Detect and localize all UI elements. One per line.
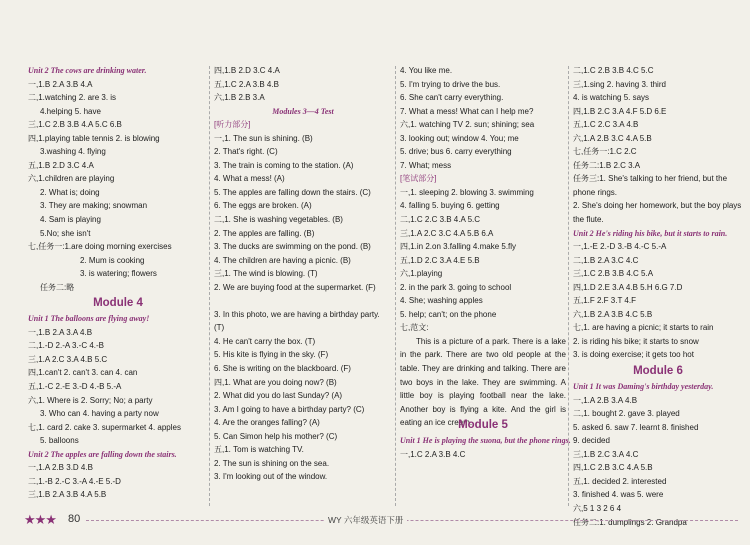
- answer-line: 2. in the park 3. going to school: [400, 282, 512, 292]
- answer-line: 六,1.children are playing: [28, 174, 115, 184]
- answer-line: 3. finished 4. was 5. were: [573, 490, 664, 500]
- answer-line: 一,1.-E 2.-D 3.-B 4.-C 5.-A: [573, 242, 667, 252]
- answer-line: 3. The ducks are swimming on the pond. (B): [214, 242, 371, 252]
- unit-heading: Unit 1 The balloons are flying away!: [28, 314, 150, 324]
- page-footer: [24, 510, 744, 532]
- answer-line: 二,1.C 2.C 3.B 4.A 5.C: [400, 215, 481, 225]
- answer-line: 3. They are making; snowman: [40, 201, 148, 211]
- answer-line: 七,任务一:1.are doing morning exercises: [28, 242, 172, 252]
- answer-line: 4. You like me.: [400, 66, 453, 75]
- answer-line: 七,1. are having a picnic; it starts to rain: [573, 323, 714, 333]
- answer-line: 4. The children are having a picnic. (B): [214, 255, 351, 265]
- answer-line: 5. I'm trying to drive the bus.: [400, 79, 501, 89]
- answer-line: 5. drive; bus 6. carry everything: [400, 147, 512, 157]
- column-4: [573, 64, 743, 529]
- answer-line: 5. help; can't; on the phone: [400, 309, 497, 319]
- unit-heading: Unit 1 It was Daming's birthday yesterday.: [573, 382, 714, 392]
- answer-line: 五,1.D 2.C 3.A 4.E 5.B: [400, 255, 480, 265]
- answer-line: 二,1.watching 2. are 3. is: [28, 93, 117, 103]
- answer-line: 任务三:1. She's talking to her friend, but the phone rings.: [573, 174, 728, 197]
- answer-line: 2. We are buying food at the supermarket. (F): [214, 282, 376, 292]
- page-number: 80: [68, 513, 81, 525]
- answer-line: 7. What a mess! What can I help me?: [400, 106, 534, 116]
- answer-line: 4.helping 5. have: [40, 106, 101, 116]
- answer-line: 三,1.sing 2. having 3. third: [573, 79, 666, 89]
- answer-line: 二,1.C 2.B 3.B 4.C 5.C: [573, 66, 654, 75]
- answer-line: 一,1.A 2.B 3.D 4.B: [28, 463, 93, 473]
- answer-line: 七,1. card 2. cake 3. supermarket 4. apples: [28, 422, 181, 432]
- answer-line: 4. is watching 5. says: [573, 93, 650, 103]
- answer-line: 2. What is; doing: [40, 187, 100, 197]
- answer-line: 7. What; mess: [400, 160, 452, 170]
- column-divider: [568, 66, 569, 506]
- module-heading: Module 4: [93, 297, 143, 310]
- answer-line: 3. I'm looking out of the window.: [214, 472, 328, 482]
- answer-line: 六,1.B 2.B 3.A: [214, 93, 265, 103]
- answer-line: 4. He can't carry the box. (T): [214, 336, 316, 346]
- answer-line: 二,1.B 2.A 3.C 4.C: [573, 255, 639, 265]
- answer-line: 6. The eggs are broken. (A): [214, 201, 312, 211]
- book-title: WY 六年级英语下册: [324, 514, 407, 526]
- answer-line: 二,1. bought 2. gave 3. played: [573, 409, 680, 419]
- unit-heading: Unit 2 The apples are falling down the stairs.: [28, 449, 177, 459]
- answer-line: 6. She can't carry everything.: [400, 93, 504, 103]
- answer-line: 七,任务一:1.C 2.C: [573, 147, 637, 157]
- answer-line: 2. is riding his bike; it starts to snow: [573, 336, 699, 346]
- answer-line: 一,1.B 2.A 3.A 4.B: [28, 327, 93, 337]
- answer-line: 3. Am I going to have a birthday party? (C): [214, 404, 365, 414]
- answer-line: 3. is watering; flowers: [80, 269, 157, 279]
- answer-line: 二,1. She is washing vegetables. (B): [214, 215, 343, 225]
- answer-line: 任务二:略: [40, 282, 75, 292]
- answer-line: 4. What a mess! (A): [214, 174, 285, 184]
- answer-line: 一,1.A 2.B 3.A 4.B: [573, 395, 638, 405]
- answer-line: 2. Mum is cooking: [80, 255, 145, 265]
- answer-line: 五,1.F 2.F 3.T 4.F: [573, 296, 636, 306]
- answer-line: 4. falling 5. buying 6. getting: [400, 201, 500, 211]
- answer-line: 3. In this photo, we are having a birthday party. (T): [214, 309, 380, 333]
- unit-heading: Unit 1 He is playing the suona, but the phone rings.: [400, 436, 571, 446]
- footer-rule: [86, 520, 738, 521]
- answer-line: 四,1.B 2.C 3.A 4.F 5.D 6.E: [573, 106, 667, 116]
- module-heading: Module 6: [633, 365, 683, 378]
- answer-line: 三,1.C 2.B 3.B 4.C 5.A: [573, 269, 654, 279]
- answer-line: 三,1. The wind is blowing. (T): [214, 269, 318, 279]
- answer-line: 5.No; she isn't: [40, 228, 91, 238]
- answer-line: 四,1.in 2.on 3.falling 4.make 5.fly: [400, 242, 517, 252]
- answer-line: 3. Who can 4. having a party now: [40, 409, 159, 419]
- column-divider: [209, 66, 210, 506]
- answer-line: 4. Sam is playing: [40, 215, 101, 225]
- answer-line: 一,1.B 2.A 3.B 4.A: [28, 79, 93, 89]
- answer-line: 四,1.D 2.E 3.A 4.B 5.H 6.G 7.D: [573, 282, 683, 292]
- answer-line: 5. balloons: [40, 436, 79, 446]
- answer-line: 3. looking out; window 4. You; me: [400, 133, 519, 143]
- answer-line: 一,1.C 2.A 3.B 4.C: [400, 449, 466, 459]
- answer-line: 5. asked 6. saw 7. learnt 8. finished: [573, 422, 699, 432]
- answer-line: 一,1. The sun is shining. (B): [214, 133, 313, 143]
- answer-line: 六,1. watching TV 2. sun; shining; sea: [400, 120, 535, 130]
- answer-line: 七,范文:: [400, 323, 429, 333]
- answer-line: 六,1.playing: [400, 269, 443, 279]
- answer-line: 五,1.B 2.D 3.C 4.A: [28, 160, 94, 170]
- answer-line: 六,5 1 3 2 6 4: [573, 503, 622, 513]
- answer-line: 六,1.A 2.B 3.C 4.A 5.B: [573, 133, 652, 143]
- answer-line: 五,1. Tom is watching TV.: [214, 445, 304, 455]
- answer-line: 五,1.-C 2.-E 3.-D 4.-B 5.-A: [28, 382, 122, 392]
- unit-heading: Unit 2 The cows are drinking water.: [28, 66, 147, 75]
- answer-line: 4. She; washing apples: [400, 296, 483, 306]
- unit-heading: Unit 2 He's riding his bike, but it starts to rain.: [573, 228, 728, 238]
- answer-line: 3. is doing exercise; it gets too hot: [573, 350, 694, 360]
- column-divider: [395, 66, 396, 506]
- answer-line: 2. The apples are falling. (B): [214, 228, 315, 238]
- answer-line: 六,1.B 2.A 3.B 4.C 5.B: [573, 309, 653, 319]
- answer-line: 四,1.C 2.B 3.C 4.A 5.B: [573, 463, 653, 473]
- answer-line: 四,1.B 2.D 3.C 4.A: [214, 66, 280, 75]
- answer-line: 2. What did you do last Sunday? (A): [214, 391, 343, 401]
- answer-line: 二,1.-B 2.-C 3.-A 4.-E 5.-D: [28, 476, 121, 486]
- answer-line: 6. She is writing on the blackboard. (F): [214, 364, 351, 374]
- answer-line: 四,1.playing table tennis 2. is blowing: [28, 133, 160, 143]
- answer-line: 任务二:1.B 2.C 3.A: [573, 160, 641, 170]
- answer-line: 一,1. sleeping 2. blowing 3. swimming: [400, 187, 534, 197]
- module-heading: Module 5: [458, 419, 508, 432]
- answer-line: 五,1.C 2.A 3.B 4.B: [214, 79, 279, 89]
- answer-line: 六,1. Where is 2. Sorry; No; a party: [28, 395, 153, 405]
- answer-line: 三,1.B 2.C 3.A 4.C: [573, 449, 639, 459]
- answer-line: 二,1.-D 2.-A 3.-C 4.-B: [28, 341, 105, 351]
- essay-paragraph: This is a picture of a park. There is a lake in the park. There are two old people at the table. They are drinking and talking. There are two boys in the lake. They are swimming. A little boy is playing football near the lake. Another boy is flying a kite. And the girl is eating an ice cream.: [400, 336, 566, 428]
- difficulty-stars: ★★★: [24, 512, 56, 527]
- answer-line: 三,1.A 2.C 3.A 4.B 5.C: [28, 354, 108, 364]
- section-heading: [笔试部分]: [400, 174, 437, 184]
- answer-line: 五,1.C 2.C 3.A 4.B: [573, 120, 639, 130]
- answer-line: 五,1. decided 2. interested: [573, 476, 667, 486]
- answer-line: 5. Can Simon help his mother? (C): [214, 431, 338, 441]
- answer-line: 2. She's doing her homework, but the boy plays the flute.: [573, 201, 742, 225]
- column-1: [28, 64, 208, 502]
- column-2: [214, 64, 392, 484]
- answer-line: 9. decided: [573, 436, 610, 446]
- column-3: [400, 64, 571, 461]
- answer-line: 3. The train is coming to the station. (A): [214, 160, 354, 170]
- answer-line: 四,1.can't 2. can't 3. can 4. can: [28, 368, 138, 378]
- answer-line: 三,1.C 2.B 3.B 4.A 5.C 6.B: [28, 120, 122, 130]
- answer-line: 任务二:1. dumplings 2. Grandpa: [573, 517, 687, 527]
- answer-line: 4. Are the oranges falling? (A): [214, 418, 320, 428]
- answer-line: 三,1.B 2.A 3.B 4.A 5.B: [28, 490, 107, 500]
- answer-line: 2. The sun is shining on the sea.: [214, 458, 330, 468]
- answer-line: 5. His kite is flying in the sky. (F): [214, 350, 329, 360]
- section-heading: [听力部分]: [214, 120, 251, 130]
- answer-line: 四,1. What are you doing now? (B): [214, 377, 337, 387]
- answer-line: 5. The apples are falling down the stairs. (C): [214, 187, 371, 197]
- test-heading: Modules 3—4 Test: [272, 106, 334, 116]
- answer-line: 3.washing 4. flying: [40, 147, 106, 157]
- answer-line: 三,1.A 2.C 3.C 4.A 5.B 6.A: [400, 228, 494, 238]
- answer-line: 2. That's right. (C): [214, 147, 278, 157]
